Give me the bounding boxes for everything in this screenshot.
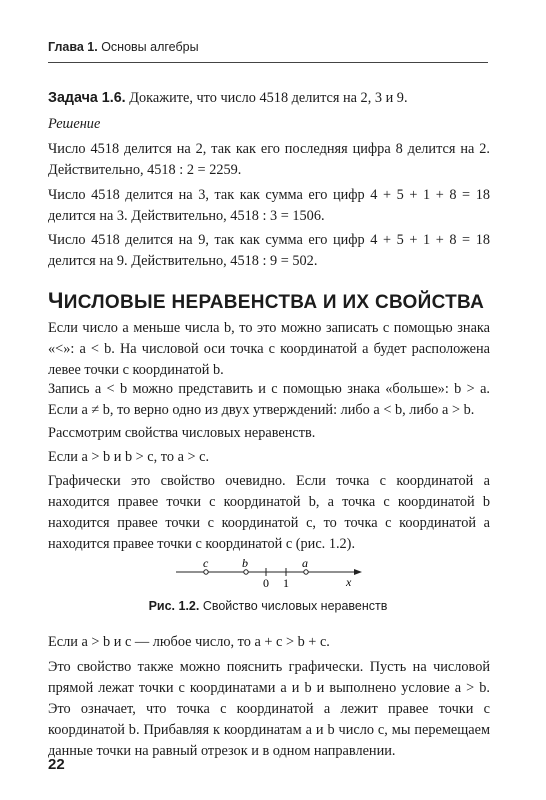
property-2: Если a > b и c — любое число, то a + c > b + c. xyxy=(48,634,330,650)
solution-paragraph-3: Число 4518 делится на 9, так как сумма его цифр 4 + 5 + 1 + 8 = 18 делится на 9. Действительно, 4518 : 9 = 502. xyxy=(48,232,490,269)
task-label: Задача 1.6. xyxy=(48,90,126,106)
label-a: a xyxy=(302,556,308,570)
solution-label: Решение xyxy=(48,116,101,132)
solution-paragraph-2: Число 4518 делится на 3, так как сумма его цифр 4 + 5 + 1 + 8 = 18 делится на 3. Действительно, 4518 : 3 = 1506. xyxy=(48,187,490,224)
task-text: Докажите, что число 4518 делится на 2, 3 и 9. xyxy=(125,90,408,106)
section-paragraph-3: Рассмотрим свойства числовых неравенств. xyxy=(48,425,316,441)
point-b xyxy=(244,570,248,574)
chapter-title: Основы алгебры xyxy=(97,40,199,54)
section-title-initial: Ч xyxy=(48,288,64,313)
axis-arrow-icon xyxy=(354,569,362,575)
label-zero: 0 xyxy=(263,576,269,590)
section-paragraph-2: Запись a < b можно представить и с помощью знака «больше»: b > a. Если a ≠ b, то верно одно из двух утверждений: либо a < b, либо a > b. xyxy=(48,381,490,418)
running-header xyxy=(48,40,488,54)
label-b: b xyxy=(242,556,248,570)
property-1: Если a > b и b > c, то a > c. xyxy=(48,449,210,465)
number-line-figure xyxy=(176,556,366,592)
header-rule xyxy=(48,62,488,63)
figure-caption-text: Свойство числовых неравенств xyxy=(199,599,388,613)
section-title-rest: ИСЛОВЫЕ НЕРАВЕНСТВА И ИХ СВОЙСТВА xyxy=(63,292,485,313)
section-paragraph-5: Графически это свойство очевидно. Если точка с координатой a находится правее точки с координатой b, а точка с координатой b находится правее точки с координатой c, то точка с координатой a находится правее точки с координатой c (рис. 1.2). xyxy=(48,473,490,552)
figure-caption xyxy=(48,599,488,613)
task-statement xyxy=(48,88,490,109)
label-one: 1 xyxy=(283,576,289,590)
section-paragraph-1: Если число a меньше числа b, то это можно записать с помощью знака «<»: a < b. На числовой оси точка с координатой a будет расположена левее точки с координатой b. xyxy=(48,320,490,378)
section-title xyxy=(48,288,488,314)
section-paragraph-7: Это свойство также можно пояснить графически. Пусть на числовой прямой лежат точки с координатами a и b и выполнено условие a > b. Это означает, что точка с координатой a лежит правее точки с координатой b. Прибавляя к координатам a и b число c, мы перемещаем данные точки на равный отрезок и в одном направлении. xyxy=(48,659,490,759)
label-c: c xyxy=(203,556,209,570)
point-a xyxy=(304,570,308,574)
label-x: x xyxy=(346,575,352,589)
chapter-label: Глава 1. xyxy=(48,40,98,54)
solution-paragraph-1: Число 4518 делится на 2, так как его последняя цифра 8 делится на 2. Действительно, 4518 : 2 = 2259. xyxy=(48,141,490,178)
point-c xyxy=(204,570,208,574)
figure-caption-label: Рис. 1.2. xyxy=(148,599,200,613)
page-number: 22 xyxy=(48,756,65,773)
